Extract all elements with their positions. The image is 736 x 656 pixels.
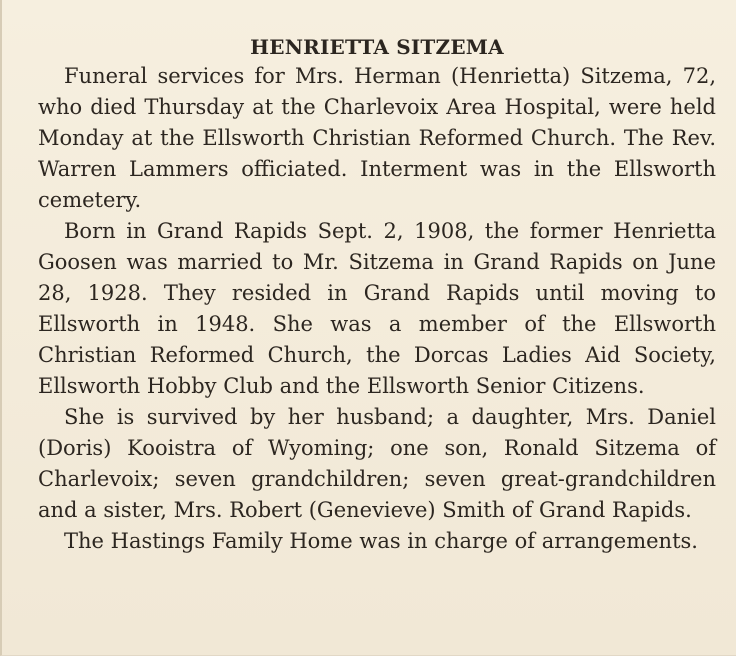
obituary-article bbox=[38, 34, 716, 630]
obituary-paragraph-services: Funeral services for Mrs. Herman (Henrietta) Sitzema, 72, who died Thursday at the Charlevoix Area Hospital, were held Monday at the Ellsworth Christian Reformed Church. The Rev. Warren Lammers officiated. Interment was in the Ellsworth cemetery. bbox=[38, 64, 716, 212]
obituary-paragraph-arrangements: The Hastings Family Home was in charge of arrangements. bbox=[64, 529, 698, 553]
obituary-paragraph-survivors: She is survived by her husband; a daughter, Mrs. Daniel (Doris) Kooistra of Wyoming; one son, Ronald Sitzema of Charlevoix; seven grandchildren; seven great-grandchildren and a sister, Mrs. Robert (Genevieve) Smith of Grand Rapids. bbox=[38, 405, 716, 522]
obituary-headline: HENRIETTA SITZEMA bbox=[250, 35, 504, 59]
obituary-paragraph-biography: Born in Grand Rapids Sept. 2, 1908, the former Henrietta Goosen was married to Mr. Sitzema in Grand Rapids on June 28, 1928. They resided in Grand Rapids until moving to Ellsworth in 1948. She was a member of the Ellsworth Christian Reformed Church, the Dorcas Ladies Aid Society, Ellsworth Hobby Club and the Ellsworth Senior Citizens. bbox=[38, 219, 716, 398]
